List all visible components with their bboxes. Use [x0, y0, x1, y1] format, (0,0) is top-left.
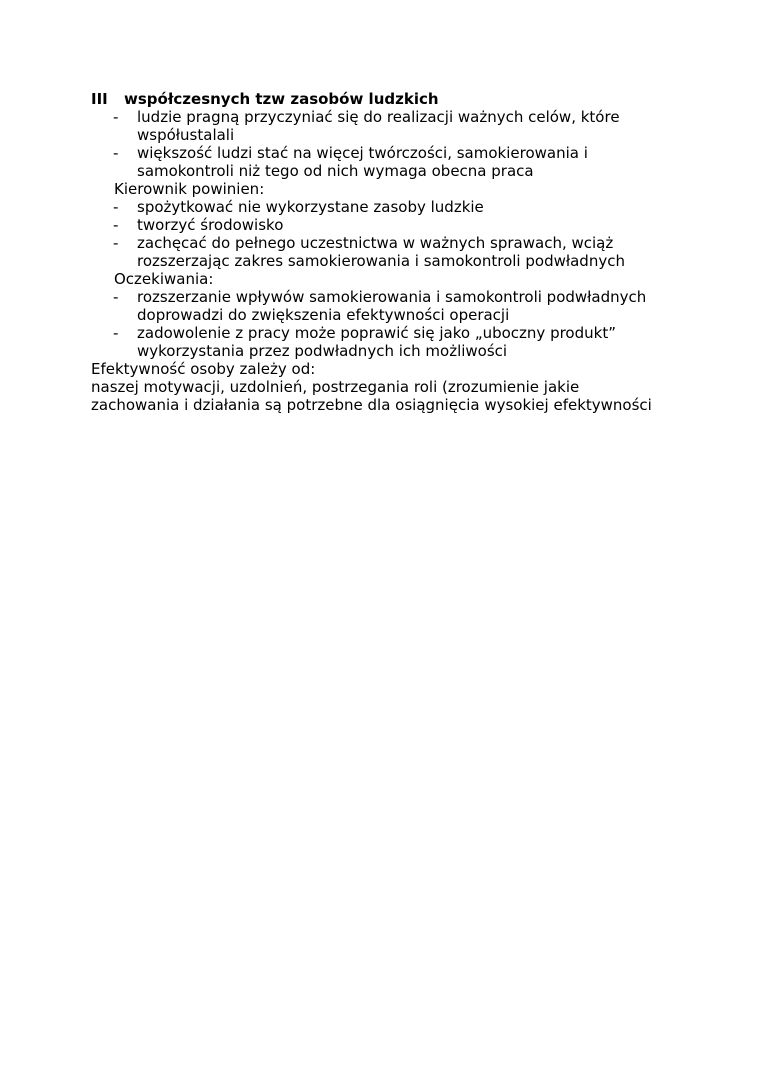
- list-dash: -: [113, 108, 119, 126]
- expectations-label: Oczekiwania:: [114, 270, 214, 288]
- efficiency-text-line: naszej motywacji, uzdolnień, postrzegania roli (zrozumienie jakie: [91, 378, 580, 396]
- list-dash: -: [113, 288, 119, 306]
- list-dash: -: [113, 234, 119, 252]
- list-dash: -: [113, 198, 119, 216]
- section-title: współczesnych tzw zasobów ludzkich: [124, 90, 439, 108]
- list-item-text: większość ludzi stać na więcej twórczości, samokierowania i samokontroli niż tego od nich wymaga obecna praca: [137, 144, 588, 180]
- efficiency-label: Efektywność osoby zależy od:: [91, 360, 316, 378]
- list-item: [91, 108, 731, 144]
- efficiency-text-line: zachowania i działania są potrzebne dla osiągnięcia wysokiej efektywności: [91, 396, 652, 414]
- list-item-text: ludzie pragną przyczyniać się do realizacji ważnych celów, które współustalali: [137, 108, 620, 144]
- list-item-text: zadowolenie z pracy może poprawić się jako „uboczny produkt” wykorzystania przez podwładnych ich możliwości: [137, 324, 616, 360]
- list-dash: -: [113, 216, 119, 234]
- list-dash: -: [113, 144, 119, 162]
- list-dash: -: [113, 324, 119, 342]
- section-heading: [91, 90, 731, 108]
- list-item: [91, 198, 731, 216]
- list-item: [91, 288, 731, 324]
- list-item: [91, 324, 731, 360]
- list-item: [91, 216, 731, 234]
- list-item-text: rozszerzanie wpływów samokierowania i samokontroli podwładnych doprowadzi do zwiększenia efektywności operacji: [137, 288, 647, 324]
- list-item: [91, 144, 731, 180]
- assumptions-list: [91, 108, 731, 180]
- list-item-text: zachęcać do pełnego uczestnictwa w ważnych sprawach, wciąż rozszerzając zakres samokierowania i samokontroli podwładnych: [137, 234, 625, 270]
- list-item-text: tworzyć środowisko: [137, 216, 284, 234]
- document-body: [91, 90, 731, 414]
- section-number: III: [91, 90, 108, 108]
- manager-duties-list: [91, 198, 731, 270]
- list-item-text: spożytkować nie wykorzystane zasoby ludzkie: [137, 198, 484, 216]
- list-item: [91, 234, 731, 270]
- manager-label: Kierownik powinien:: [114, 180, 265, 198]
- expectations-list: [91, 288, 731, 360]
